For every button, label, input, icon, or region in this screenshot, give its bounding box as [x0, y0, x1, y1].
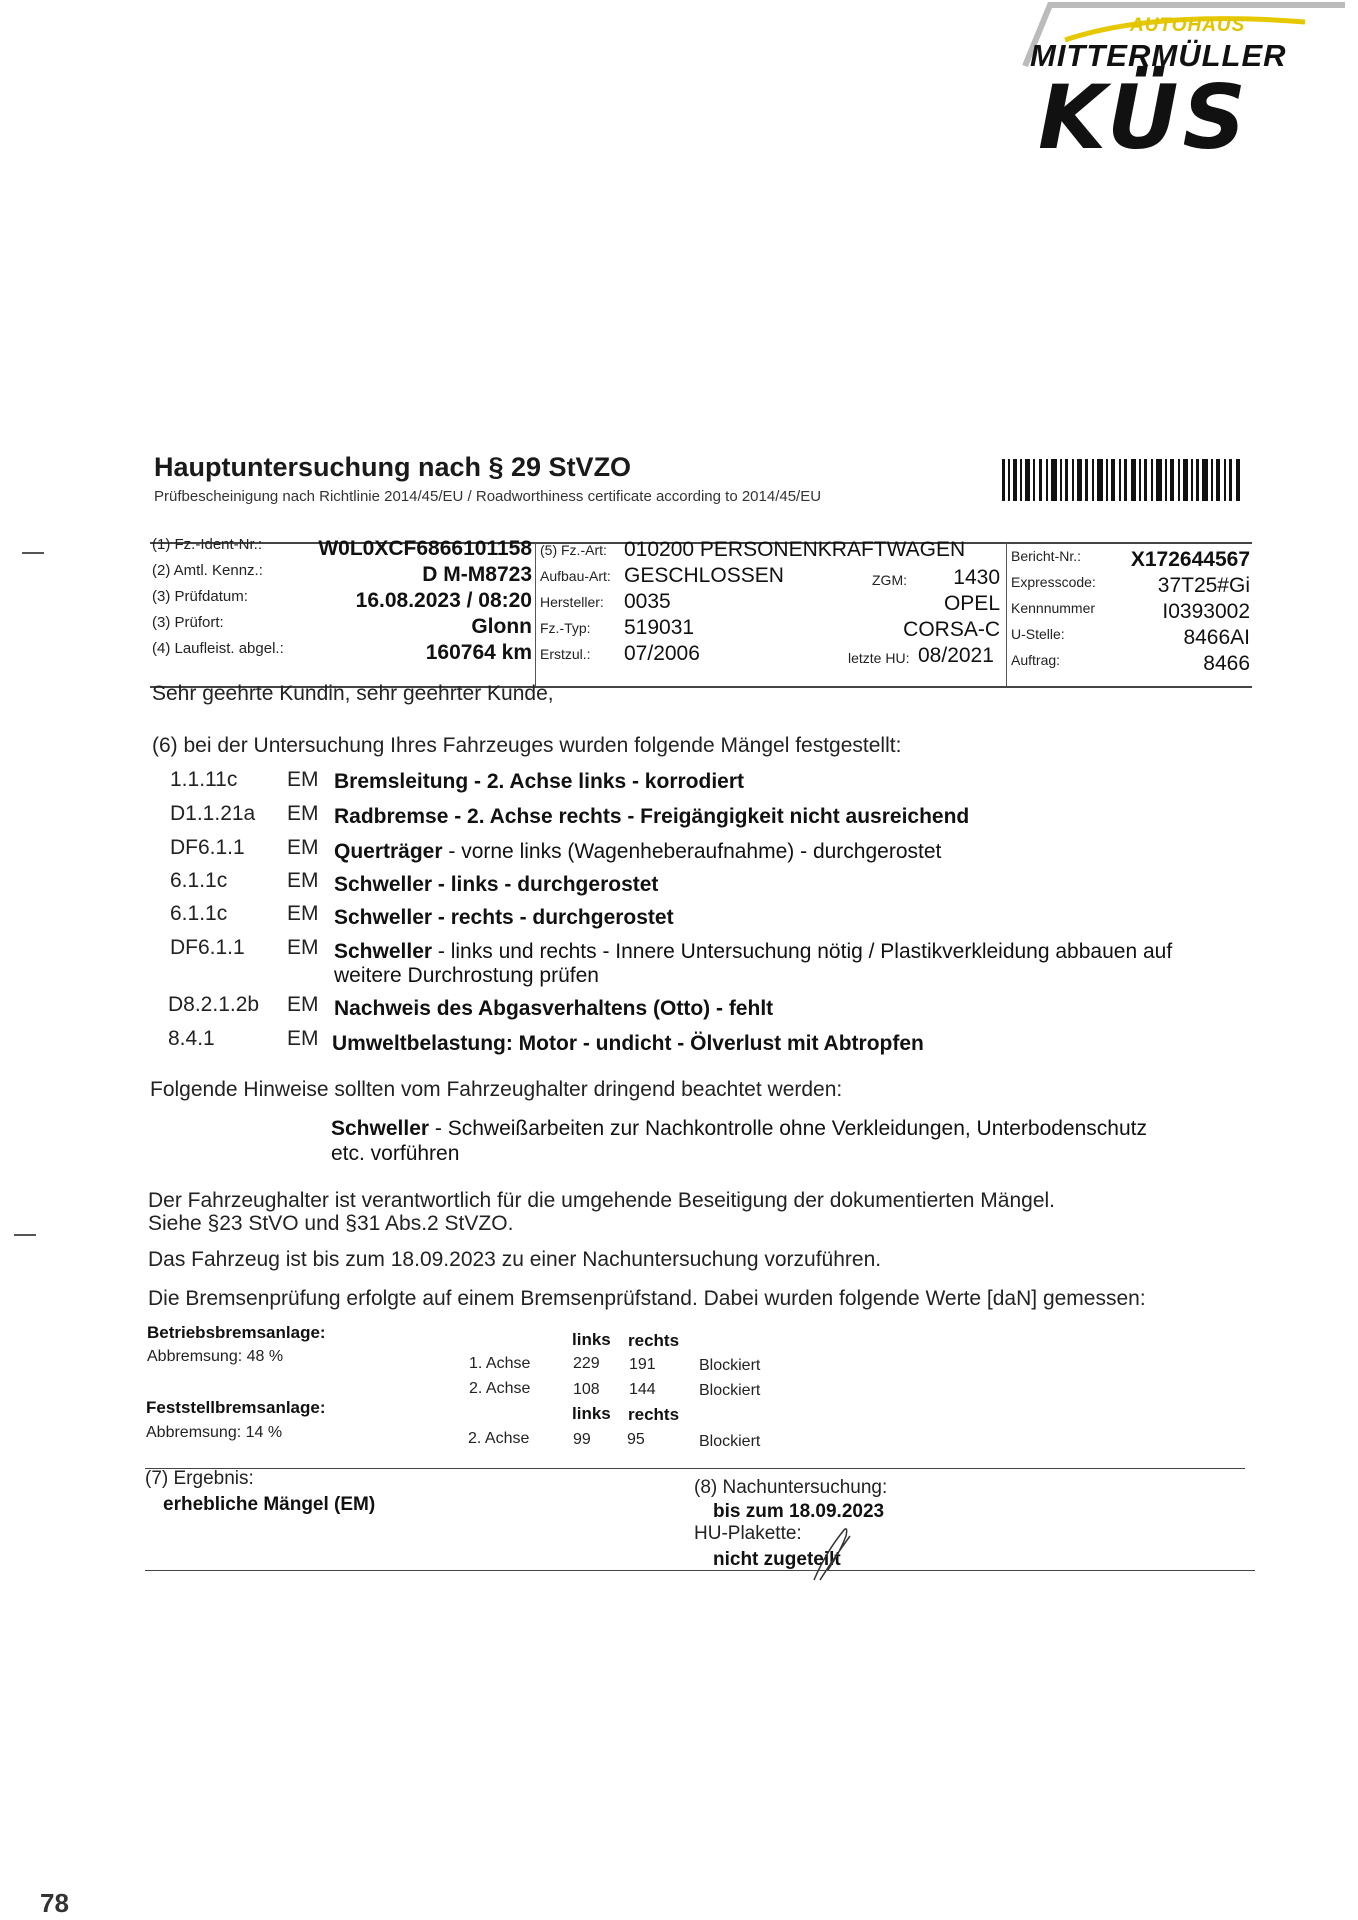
page-number: 78 [40, 1888, 69, 1918]
divider-result-bottom [145, 1570, 1255, 1571]
defect-description: Schweller - rechts - durchgerostet [334, 906, 674, 929]
defect-code: 1.1.11c [170, 768, 238, 791]
defect-code: DF6.1.1 [170, 936, 245, 959]
greeting: Sehr geehrte Kundin, sehr geehrter Kunde, [152, 682, 554, 705]
defect-description: Schweller - links - durchgerostet [334, 873, 659, 896]
value-model: CORSA-C [903, 618, 1000, 641]
column-right: rechts [628, 1331, 680, 1350]
defect-level: EM [287, 1027, 319, 1050]
brake-status: Blockiert [699, 1382, 761, 1399]
defect-description: Querträger - vorne links (Wagenheberaufnahme) - durchgerostet [334, 840, 942, 863]
label-place: (3) Prüfort: [152, 614, 224, 631]
divider-col1 [535, 543, 536, 686]
label-bericht: Bericht-Nr.: [1011, 548, 1082, 564]
defect-level: EM [287, 902, 319, 925]
label-auftrag: Auftrag: [1011, 652, 1061, 668]
plate-value: nicht zugeteilt [713, 1549, 841, 1570]
brake-status: Blockiert [699, 1357, 761, 1374]
logo-mittermueller: MITTERMÜLLER [1030, 38, 1287, 73]
label-aufbau: Aufbau-Art: [540, 568, 611, 584]
reinspection-note: Das Fahrzeug ist bis zum 18.09.2023 zu einer Nachuntersuchung vorzuführen. [148, 1248, 882, 1271]
label-zgm: ZGM: [872, 572, 907, 588]
legal-reference: Siehe §23 StVO und §31 Abs.2 StVZO. [148, 1212, 514, 1235]
label-last-hu: letzte HU: [848, 650, 910, 666]
value-kennnummer: I0393002 [1162, 600, 1250, 623]
label-date: (3) Prüfdatum: [152, 588, 248, 605]
label-hersteller: Hersteller: [540, 594, 604, 610]
label-mileage: (4) Laufleist. abgel.: [152, 640, 284, 657]
value-bericht: X172644567 [1130, 548, 1250, 571]
defect-description: Radbremse - 2. Achse rechts - Freigängigkeit nicht ausreichend [334, 805, 970, 828]
reinspection-value: bis zum 18.09.2023 [713, 1501, 885, 1522]
brake-right: 144 [629, 1381, 656, 1398]
value-last-hu: 08/2021 [918, 644, 994, 667]
label-expresscode: Expresscode: [1011, 574, 1096, 590]
defect-code: 6.1.1c [170, 869, 228, 892]
hint-intro: Folgende Hinweise sollten vom Fahrzeughalter dringend beachtet werden: [150, 1078, 843, 1101]
label-fz-art: (5) Fz.-Art: [540, 542, 607, 558]
page-title: Hauptuntersuchung nach § 29 StVZO [154, 452, 632, 482]
fold-mark [14, 1234, 36, 1236]
reinspection-label: (8) Nachuntersuchung: [694, 1477, 888, 1498]
label-kennnummer: Kennnummer [1011, 600, 1096, 616]
value-place: Glonn [471, 615, 532, 638]
label-erstzul: Erstzul.: [540, 646, 591, 662]
defect-code: D1.1.21a [170, 802, 256, 825]
defect-level: EM [287, 802, 319, 825]
parking-brake-rate: Abbremsung: 14 % [146, 1424, 283, 1441]
brake-intro: Die Bremsenprüfung erfolgte auf einem Bremsenprüfstand. Dabei wurden folgende Werte [daN] gemessen: [148, 1287, 1146, 1310]
value-make: OPEL [943, 592, 1000, 615]
label-u-stelle: U-Stelle: [1011, 626, 1065, 642]
value-hersteller: 0035 [624, 590, 671, 613]
value-zgm: 1430 [953, 566, 1000, 589]
defect-description: Umweltbelastung: Motor - undicht - Ölverlust mit Abtropfen [332, 1032, 924, 1055]
value-u-stelle: 8466AI [1183, 626, 1250, 649]
fold-mark [22, 552, 44, 554]
hint-text: Schweller - Schweißarbeiten zur Nachkontrolle ohne Verkleidungen, Unterbodenschutz [331, 1117, 1147, 1140]
defects-intro: (6) bei der Untersuchung Ihres Fahrzeuges wurden folgende Mängel festgestellt: [152, 734, 902, 757]
brake-left: 229 [573, 1355, 600, 1372]
defect-code: 6.1.1c [170, 902, 228, 925]
brake-right: 95 [627, 1431, 645, 1448]
column-right: rechts [628, 1405, 680, 1424]
value-date: 16.08.2023 / 08:20 [355, 589, 532, 612]
brake-left: 99 [573, 1431, 591, 1448]
defect-code: DF6.1.1 [170, 836, 245, 859]
defect-level: EM [287, 768, 319, 791]
page-subtitle: Prüfbescheinigung nach Richtlinie 2014/45/EU / Roadworthiness certificate according to 2014/45/EU [154, 488, 822, 505]
defect-level: EM [287, 869, 319, 892]
divider-result-top [145, 1468, 1245, 1469]
result-value: erhebliche Mängel (EM) [163, 1494, 376, 1515]
defect-description: Bremsleitung - 2. Achse links - korrodiert [334, 770, 744, 793]
brake-axle: 1. Achse [469, 1355, 531, 1372]
defect-description: Schweller - links und rechts - Innere Untersuchung nötig / Plastikverkleidung abbauen auf [334, 940, 1173, 963]
logo-autohaus: AUTOHAUS [1130, 15, 1246, 36]
hint-text-continued: etc. vorführen [331, 1142, 460, 1165]
logo-kues: KÜS [1038, 66, 1250, 169]
defect-level: EM [287, 836, 319, 859]
column-left: links [572, 1404, 611, 1423]
value-erstzul: 07/2006 [624, 642, 700, 665]
service-brake-title: Betriebsbremsanlage: [147, 1323, 326, 1342]
divider-col3 [1006, 543, 1007, 686]
value-auftrag: 8466 [1203, 652, 1250, 675]
brake-left: 108 [573, 1381, 600, 1398]
defect-level: EM [287, 993, 319, 1016]
brake-axle: 2. Achse [469, 1380, 531, 1397]
value-mileage: 160764 km [425, 641, 532, 664]
defect-description: Nachweis des Abgasverhaltens (Otto) - fehlt [334, 997, 774, 1020]
value-expresscode: 37T25#Gi [1157, 574, 1250, 597]
brake-right: 191 [629, 1356, 656, 1373]
barcode-icon [1002, 459, 1240, 501]
defect-level: EM [287, 936, 319, 959]
value-aufbau: GESCHLOSSEN [624, 564, 784, 587]
value-ident: W0L0XCF6866101158 [318, 537, 532, 560]
value-plate: D M-M8723 [422, 563, 532, 586]
result-label: (7) Ergebnis: [145, 1468, 254, 1489]
label-fz-typ: Fz.-Typ: [540, 620, 591, 636]
plate-label: HU-Plakette: [694, 1523, 802, 1544]
signature-icon [806, 1522, 856, 1582]
responsibility-note: Der Fahrzeughalter ist verantwortlich für die umgehende Beseitigung der dokumentierten Mängel. [148, 1189, 1055, 1212]
value-fz-typ: 519031 [624, 616, 695, 639]
defect-code: 8.4.1 [168, 1027, 215, 1050]
parking-brake-title: Feststellbremsanlage: [146, 1398, 326, 1417]
brake-status: Blockiert [699, 1433, 761, 1450]
defect-code: D8.2.1.2b [168, 993, 260, 1016]
column-left: links [572, 1330, 611, 1349]
defect-description-continued: weitere Durchrostung prüfen [334, 964, 599, 987]
brake-axle: 2. Achse [468, 1430, 530, 1447]
value-fz-art: 010200 PERSONENKRAFTWAGEN [624, 538, 966, 561]
label-plate: (2) Amtl. Kennz.: [152, 562, 263, 579]
label-ident: (1) Fz.-Ident-Nr.: [152, 536, 263, 553]
service-brake-rate: Abbremsung: 48 % [147, 1348, 284, 1365]
